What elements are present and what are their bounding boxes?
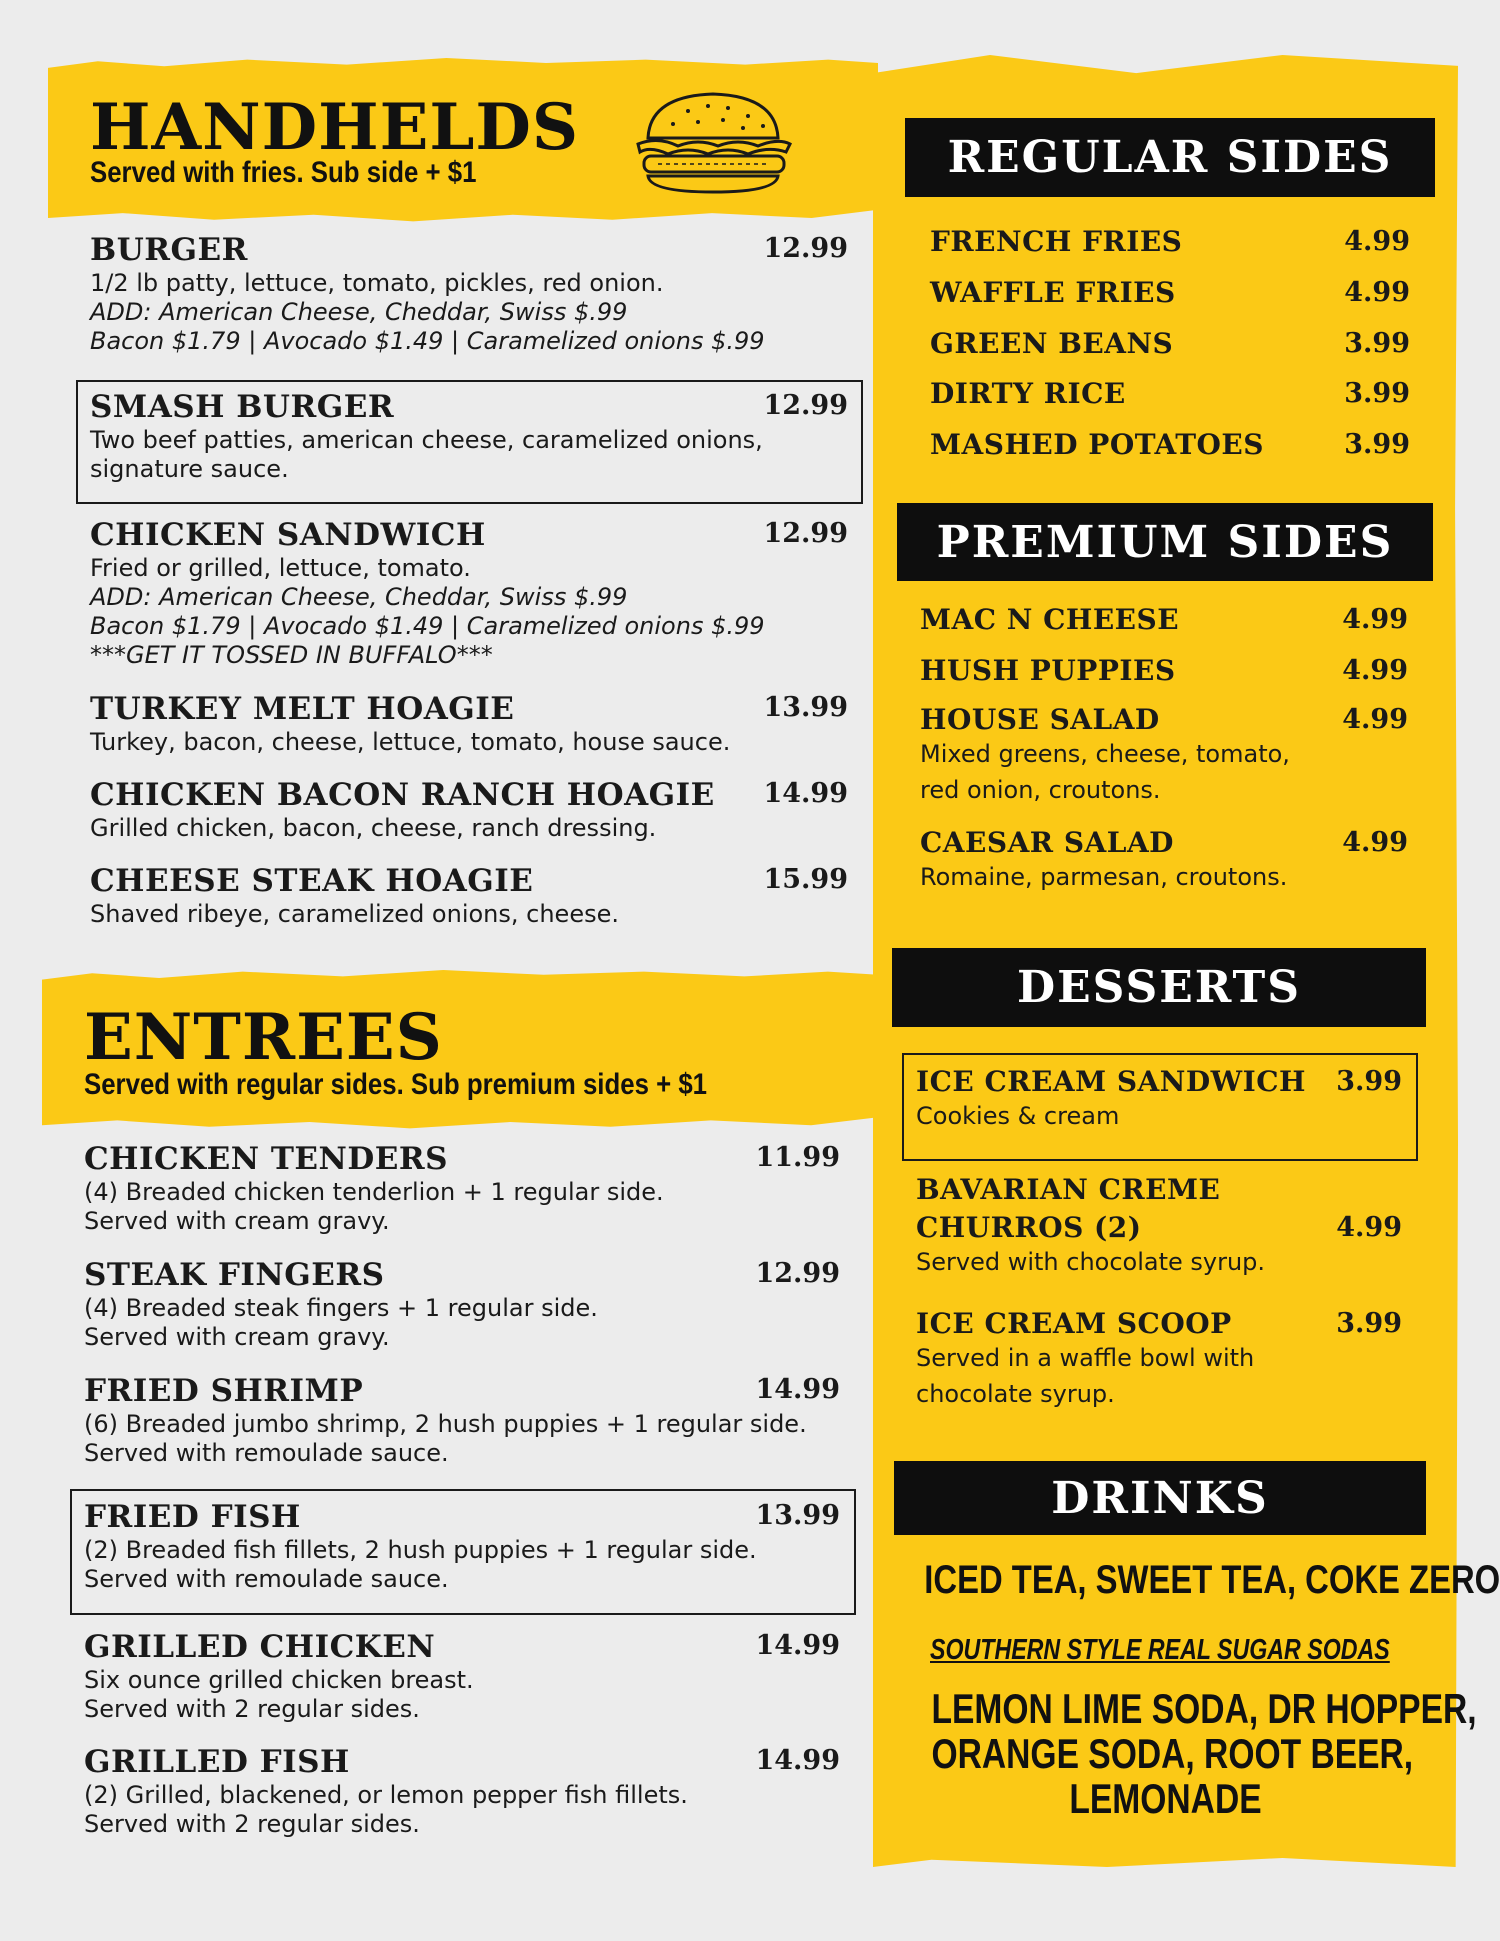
dessert-description: Served with chocolate syrup. [916, 1248, 1266, 1277]
side-description: red onion, croutons. [920, 776, 1161, 805]
item-name: FRIED FISH [84, 1499, 301, 1535]
dessert-name: BAVARIAN CREME [916, 1173, 1221, 1206]
item-addons: ADD: American Cheese, Cheddar, Swiss $.99 [90, 582, 628, 611]
side-item-mashed-potatoes [930, 429, 1410, 461]
desserts-header: DESSERTS [892, 948, 1426, 1027]
item-description: Served with 2 regular sides. [84, 1694, 420, 1723]
handhelds-subtitle: Served with fries. Sub side + $1 [90, 156, 477, 189]
menu-item-grilled-fish [84, 1745, 840, 1839]
item-name: FRIED SHRIMP [84, 1373, 364, 1409]
dessert-item-bavarian-creme-churros [916, 1174, 1402, 1280]
item-description: Six ounce grilled chicken breast. [84, 1665, 474, 1694]
side-price: 3.99 [1344, 378, 1410, 409]
item-description: Grilled chicken, bacon, cheese, ranch dressing. [90, 813, 657, 842]
dessert-price: 4.99 [1336, 1212, 1402, 1243]
menu-item-turkey-melt-hoagie [90, 692, 848, 757]
dessert-description: Cookies & cream [916, 1102, 1120, 1131]
dessert-name: ICE CREAM SCOOP [916, 1307, 1232, 1340]
side-description: Romaine, parmesan, croutons. [920, 863, 1288, 892]
soda-line: LEMON LIME SODA, DR HOPPER, [931, 1685, 1477, 1732]
item-description: Shaved ribeye, caramelized onions, cheese. [90, 899, 619, 928]
item-name: CHEESE STEAK HOAGIE [90, 863, 534, 899]
burger-icon [628, 86, 798, 196]
dessert-description: Served in a waffle bowl with [916, 1344, 1255, 1373]
item-name: CHICKEN BACON RANCH HOAGIE [90, 777, 715, 813]
item-description: Turkey, bacon, cheese, lettuce, tomato, house sauce. [90, 727, 731, 756]
side-item-mac-n-cheese [920, 604, 1408, 636]
item-description: (4) Breaded chicken tenderlion + 1 regular side. [84, 1177, 664, 1206]
item-description: (2) Grilled, blackened, or lemon pepper fish fillets. [84, 1780, 688, 1809]
menu-item-fried-fish [84, 1500, 840, 1594]
item-price: 14.99 [763, 778, 848, 809]
dessert-description: chocolate syrup. [916, 1380, 1115, 1409]
side-price: 4.99 [1342, 704, 1408, 735]
item-name: BURGER [90, 232, 248, 268]
item-name: GRILLED CHICKEN [84, 1629, 436, 1665]
item-description: Served with cream gravy. [84, 1206, 390, 1235]
item-price: 12.99 [763, 518, 848, 549]
side-name: CAESAR SALAD [920, 826, 1174, 859]
item-description: signature sauce. [90, 454, 289, 483]
item-name: STEAK FINGERS [84, 1257, 385, 1293]
item-price: 12.99 [763, 233, 848, 264]
side-item-green-beans [930, 328, 1410, 360]
sodas-subheading: SOUTHERN STYLE REAL SUGAR SODAS [930, 1634, 1390, 1666]
item-price: 13.99 [763, 692, 848, 723]
menu-item-cheese-steak-hoagie [90, 864, 848, 929]
item-price: 14.99 [755, 1630, 840, 1661]
side-name: HUSH PUPPIES [920, 654, 1176, 687]
item-name: TURKEY MELT HOAGIE [90, 691, 515, 727]
side-price: 4.99 [1344, 226, 1410, 257]
item-description: Served with 2 regular sides. [84, 1809, 420, 1838]
side-name: WAFFLE FRIES [930, 276, 1176, 309]
item-description: 1/2 lb patty, lettuce, tomato, pickles, red onion. [90, 268, 664, 297]
item-name: CHICKEN TENDERS [84, 1141, 449, 1177]
side-price: 3.99 [1344, 328, 1410, 359]
dessert-price: 3.99 [1336, 1308, 1402, 1339]
item-price: 11.99 [755, 1142, 840, 1173]
side-name: HOUSE SALAD [920, 703, 1160, 736]
premium-sides-header: PREMIUM SIDES [897, 503, 1433, 581]
item-description: Fried or grilled, lettuce, tomato. [90, 553, 471, 582]
entrees-subtitle: Served with regular sides. Sub premium sides + $1 [84, 1068, 708, 1101]
side-price: 4.99 [1342, 604, 1408, 635]
regular-sides-header: REGULAR SIDES [905, 118, 1435, 197]
item-name: CHICKEN SANDWICH [90, 517, 486, 553]
item-addons: Bacon $1.79 | Avocado $1.49 | Caramelized onions $.99 [90, 611, 765, 640]
menu-item-steak-fingers [84, 1258, 840, 1352]
item-description: Served with remoulade sauce. [84, 1564, 449, 1593]
dessert-item-ice-cream-sandwich [916, 1066, 1402, 1134]
side-name: MASHED POTATOES [930, 428, 1264, 461]
item-description: Served with cream gravy. [84, 1322, 390, 1351]
item-description: Served with remoulade sauce. [84, 1438, 449, 1467]
side-item-waffle-fries [930, 277, 1410, 309]
item-price: 14.99 [755, 1745, 840, 1776]
item-description: (6) Breaded jumbo shrimp, 2 hush puppies + 1 regular side. [84, 1409, 807, 1438]
dessert-item-ice-cream-scoop [916, 1308, 1402, 1412]
soda-line: LEMONADE [1069, 1775, 1262, 1822]
handhelds-title: HANDHELDS [90, 90, 580, 165]
side-name: DIRTY RICE [930, 377, 1126, 410]
side-item-house-salad [920, 704, 1408, 808]
menu-item-fried-shrimp [84, 1374, 840, 1468]
side-name: MAC N CHEESE [920, 603, 1180, 636]
side-item-hush-puppies [920, 655, 1408, 687]
dessert-price: 3.99 [1336, 1066, 1402, 1097]
dessert-name: CHURROS (2) [916, 1211, 1142, 1245]
item-name: SMASH BURGER [90, 389, 395, 425]
side-price: 4.99 [1342, 827, 1408, 858]
item-addons: ADD: American Cheese, Cheddar, Swiss $.99 [90, 297, 628, 326]
side-item-dirty-rice [930, 378, 1410, 410]
menu-item-smash-burger [90, 390, 848, 484]
item-price: 12.99 [755, 1258, 840, 1289]
item-name: GRILLED FISH [84, 1744, 350, 1780]
item-description: (2) Breaded fish fillets, 2 hush puppies + 1 regular side. [84, 1535, 757, 1564]
entrees-title: ENTREES [84, 1000, 443, 1075]
menu-item-chicken-bacon-ranch-hoagie [90, 778, 848, 843]
soda-line: ORANGE SODA, ROOT BEER, [931, 1730, 1414, 1777]
item-price: 12.99 [763, 390, 848, 421]
menu-item-chicken-sandwich [90, 518, 848, 670]
item-price: 15.99 [763, 864, 848, 895]
drinks-tea-line: ICED TEA, SWEET TEA, COKE ZERO [924, 1558, 1500, 1602]
side-description: Mixed greens, cheese, tomato, [920, 740, 1290, 769]
dessert-name: ICE CREAM SANDWICH [916, 1065, 1306, 1098]
side-name: GREEN BEANS [930, 327, 1174, 360]
side-price: 4.99 [1342, 655, 1408, 686]
side-item-caesar-salad [920, 827, 1408, 895]
menu-item-grilled-chicken [84, 1630, 840, 1724]
side-price: 4.99 [1344, 277, 1410, 308]
side-name: FRENCH FRIES [930, 225, 1183, 258]
menu-item-chicken-tenders [84, 1142, 840, 1236]
side-price: 3.99 [1344, 429, 1410, 460]
drinks-header: DRINKS [894, 1461, 1426, 1535]
side-item-french-fries [930, 226, 1410, 258]
item-price: 14.99 [755, 1374, 840, 1405]
item-addons: Bacon $1.79 | Avocado $1.49 | Caramelized onions $.99 [90, 326, 765, 355]
item-description: (4) Breaded steak fingers + 1 regular side. [84, 1293, 598, 1322]
item-description: Two beef patties, american cheese, caramelized onions, [90, 425, 763, 454]
item-buffalo-note: ***GET IT TOSSED IN BUFFALO*** [90, 640, 493, 669]
item-price: 13.99 [755, 1500, 840, 1531]
menu-item-burger [90, 233, 848, 356]
